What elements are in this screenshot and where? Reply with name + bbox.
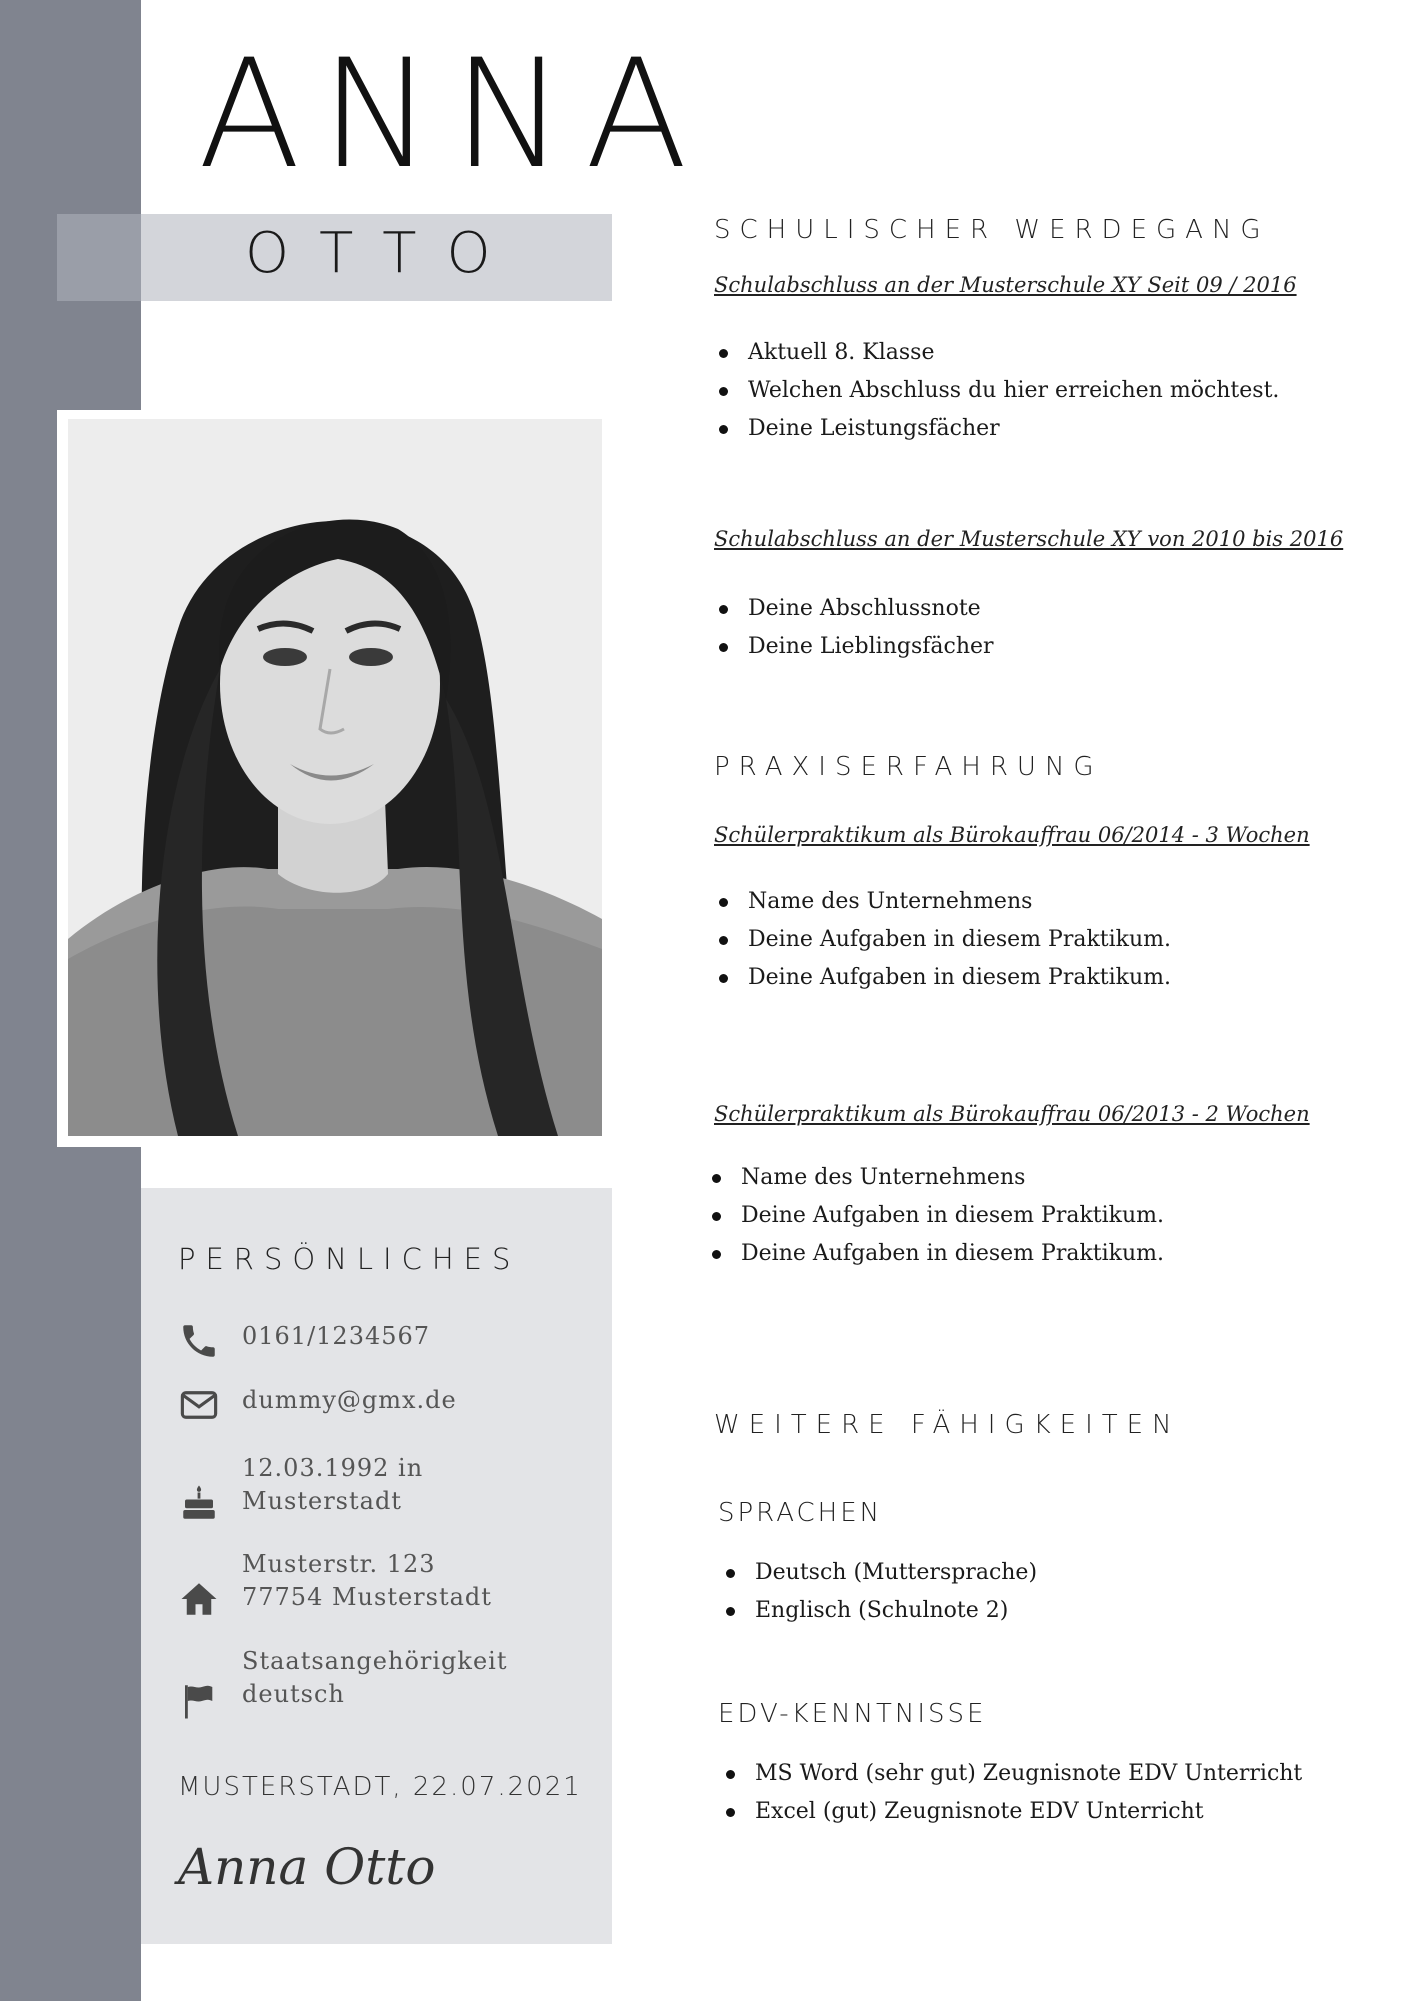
practice-entry-2-title: Schülerpraktikum als Bürokauffrau 06/2013 - 2 Wochen — [714, 1102, 1310, 1126]
list-item: Aktuell 8. Klasse — [714, 334, 1279, 372]
first-name: ANNA — [198, 28, 708, 202]
birth-info: 12.03.1992 in Musterstadt — [242, 1454, 424, 1515]
it-skills-list — [721, 1755, 1302, 1831]
home-icon — [178, 1578, 220, 1620]
list-item: MS Word (sehr gut) Zeugnisnote EDV Unterricht — [721, 1755, 1302, 1793]
list-item: Deine Aufgaben in diesem Praktikum. — [714, 921, 1171, 959]
nationality: Staatsangehörigkeit deutsch — [242, 1647, 508, 1708]
list-item: Deine Leistungsfächer — [714, 410, 1279, 448]
phone-icon — [178, 1320, 220, 1362]
list-item: Welchen Abschluss du hier erreichen möchtest. — [714, 372, 1279, 410]
contact-birthday — [178, 1452, 424, 1524]
last-name: OTTO — [245, 221, 521, 286]
contact-phone — [178, 1320, 431, 1362]
flag-icon — [178, 1680, 220, 1722]
languages-list — [721, 1554, 1037, 1630]
languages-heading: SPRACHEN — [718, 1498, 883, 1528]
practice-heading: PRAXISERFAHRUNG — [714, 752, 1103, 782]
practice-entry-1-list — [714, 883, 1171, 997]
mail-icon — [178, 1384, 220, 1426]
list-item: Deine Abschlussnote — [714, 590, 994, 628]
list-item: Name des Unternehmens — [707, 1159, 1164, 1197]
education-entry-1-list — [714, 334, 1279, 448]
personal-heading: PERSÖNLICHES — [178, 1242, 521, 1276]
phone-number: 0161/1234567 — [242, 1322, 431, 1350]
address: Musterstr. 123 77754 Musterstadt — [242, 1550, 492, 1611]
birthday-cake-icon — [178, 1482, 220, 1524]
education-entry-2-title: Schulabschluss an der Musterschule XY von 2010 bis 2016 — [714, 527, 1344, 551]
education-heading: SCHULISCHER WERDEGANG — [714, 215, 1270, 245]
skills-heading: WEITERE FÄHIGKEITEN — [714, 1410, 1181, 1440]
it-skills-heading: EDV-KENNTNISSE — [718, 1699, 987, 1729]
list-item: Deine Aufgaben in diesem Praktikum. — [707, 1235, 1164, 1273]
contact-email — [178, 1384, 457, 1426]
practice-entry-1-title: Schülerpraktikum als Bürokauffrau 06/2014 - 3 Wochen — [714, 823, 1310, 847]
portrait-photo — [68, 419, 602, 1136]
list-item: Name des Unternehmens — [714, 883, 1171, 921]
email-address: dummy@gmx.de — [242, 1386, 457, 1414]
list-item: Excel (gut) Zeugnisnote EDV Unterricht — [721, 1793, 1302, 1831]
list-item: Deine Lieblingsfächer — [714, 628, 994, 666]
practice-entry-2-list — [707, 1159, 1164, 1273]
education-entry-2-list — [714, 590, 994, 666]
list-item: Deutsch (Muttersprache) — [721, 1554, 1037, 1592]
list-item: Deine Aufgaben in diesem Praktikum. — [714, 959, 1171, 997]
contact-address — [178, 1548, 492, 1620]
list-item: Deine Aufgaben in diesem Praktikum. — [707, 1197, 1164, 1235]
contact-nationality — [178, 1645, 508, 1722]
signature: Anna Otto — [178, 1838, 436, 1896]
list-item: Englisch (Schulnote 2) — [721, 1592, 1037, 1630]
education-entry-1-title: Schulabschluss an der Musterschule XY Seit 09 / 2016 — [714, 273, 1297, 297]
place-and-date: MUSTERSTADT, 22.07.2021 — [178, 1772, 582, 1802]
